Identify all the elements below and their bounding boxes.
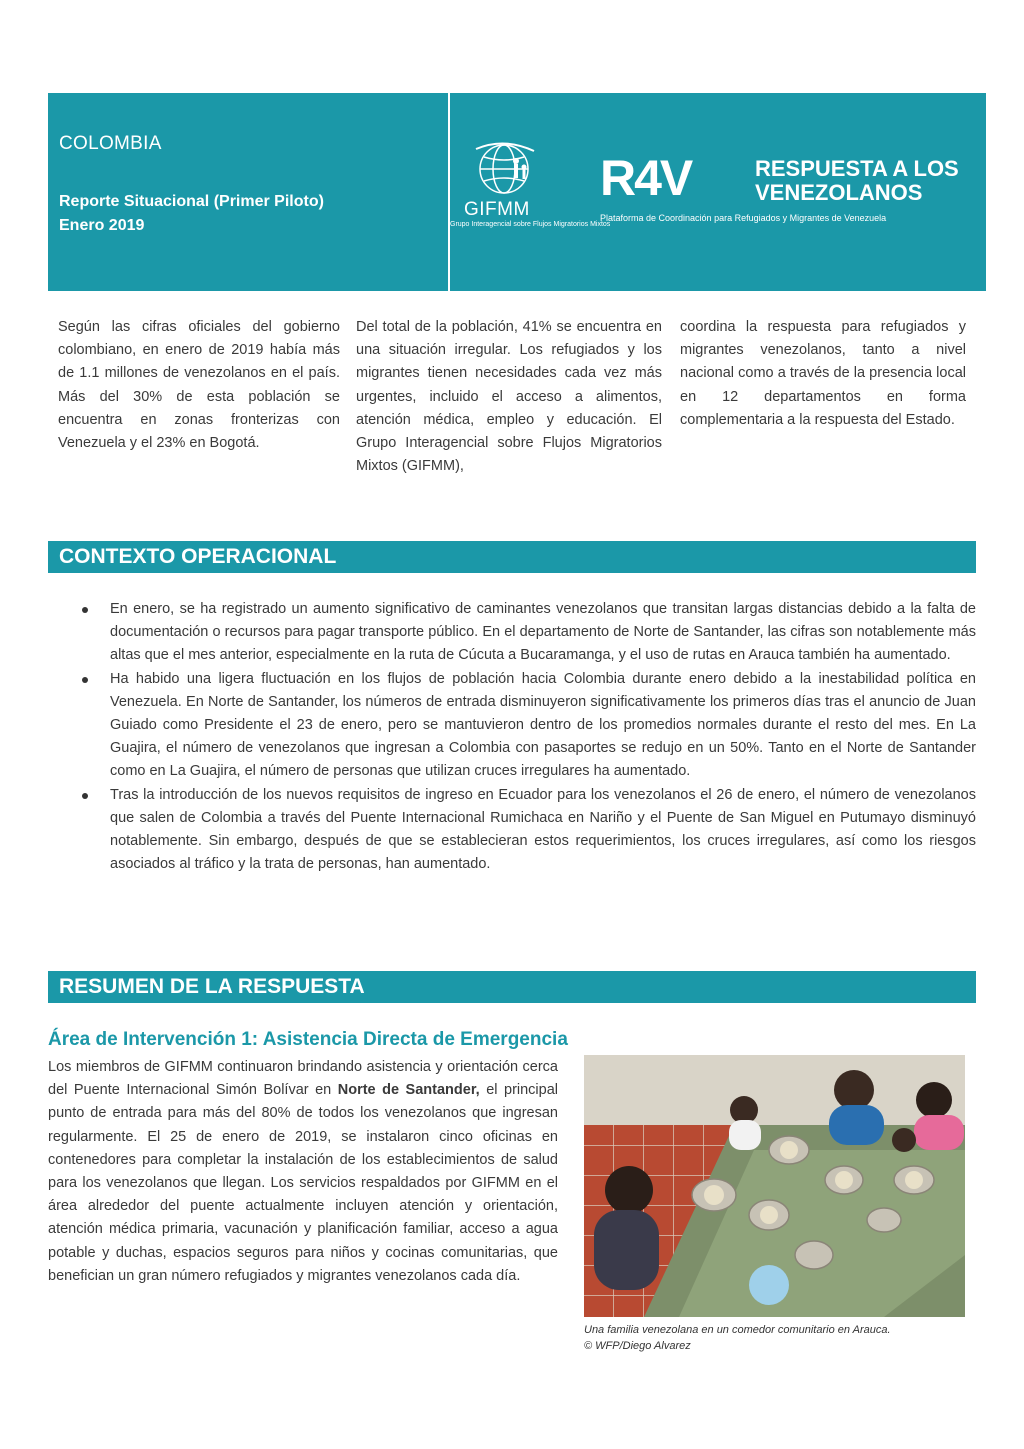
list-item [82,668,976,784]
area-1-text-b: el principal punto de entrada para más del 80% de todos los venezolanos que ingresan regularmente. El 25 de enero de 2019, se instalaron cinco oficinas en contenedores para completar la instalación de los establecimientos de salud para los venezolanos que llegan. Los servicios respaldados por GIFMM en el área alrededor del puente actualmente incluyen atención y orientación, atención médica primaria, vacunación y planificación familiar, acceso a agua potable y duchas, espacios seguros para niños y cocinas comunitarias, que benefician un gran número refugiados y migrantes venezolanos cada día. [48,1082,559,1284]
intro-column-1: Según las cifras oficiales del gobierno colombiano, en enero de 2019 había más de 1.1 millones de venezolanos en el país. Más del 30% de esta población se encuentra en zonas fronterizas con Venezuela y el 23% en Bogotá. [58,319,340,452]
bullet-text: Ha habido una ligera fluctuación en los flujos de población hacia Colombia durante enero debido a la inestabilidad política en Venezuela. En Norte de Santander, los números de entrada disminuyeron significativamente los primeros días tras el anuncio de Juan Guiado como Presidente el 23 de enero, pero se mantuvieron dentro de los promedios normales durante el resto del mes. En La Guajira, el número de venezolanos que ingresan a Colombia con pasaportes se redujo en un 50%. Tanto en el Norte de Santander como en La Guajira, el número de personas que utilizan cruces irregulares ha aumentado. [110,670,976,780]
r4v-subtitle: Plataforma de Coordinación para Refugiados y Migrantes de Venezuela [600,213,887,223]
gifmm-name: GIFMM [464,199,530,220]
report-header-banner [48,93,986,291]
bullet-icon [82,793,88,799]
report-date: Enero 2019 [59,217,145,234]
family-photo [584,1055,965,1317]
context-bullet-list [82,598,976,876]
intro-column-3: coordina la respuesta para refugiados y migrantes venezolanos, tanto a nivel nacional como a través de la presencia local en 12 departamentos en forma complementaria a la respuesta del Estado. [680,319,966,428]
r4v-title [755,157,959,205]
family-photo-image [584,1055,965,1317]
r4v-mark: R4V [600,150,692,206]
area-1-text [48,1056,558,1288]
section-heading-context: CONTEXTO OPERACIONAL [48,541,976,573]
r4v-title-line1: RESPUESTA A LOS [755,156,959,181]
r4v-title-line2: VENEZOLANOS [755,180,923,205]
bullet-text: Tras la introducción de los nuevos requisitos de ingreso en Ecuador para los venezolanos el 26 de enero, el número de venezolanos que salen de Colombia a través del Puente Internacional Rumichaca en Nariño y el Puente de San Miguel en Putumayo disminuyó notablemente. Sin embargo, después de que se establecieran estos requerimientos, los cruces irregulares, así como los riesgos asociados al tráfico y la trata de personas, han aumentado. [110,786,976,873]
bullet-icon [82,677,88,683]
gifmm-globe-icon [446,141,562,201]
area-1-text-a: Los miembros de GIFMM continuaron brindando asistencia y orientación cerca del Puente Internacional Simón Bolívar en [48,1059,558,1099]
area-1-text-bold: Norte de Santander, [337,1082,480,1099]
bullet-icon [82,607,88,613]
gifmm-logo [446,141,611,237]
photo-credit: © WFP/Diego Alvarez [584,1340,691,1352]
photo-caption-text: Una familia venezolana en un comedor comunitario en Arauca. [584,1324,891,1336]
gifmm-subtitle: Grupo Interagencial sobre Flujos Migratorios Mixtos [450,221,611,228]
area-1-title: Área de Intervención 1: Asistencia Directa de Emergencia [48,1029,568,1050]
section-heading-response: RESUMEN DE LA RESPUESTA [48,971,976,1003]
report-title: Reporte Situacional (Primer Piloto) [59,193,324,210]
report-title-block [59,190,324,238]
photo-caption [584,1322,974,1354]
list-item [82,784,976,877]
bullet-text: En enero, se ha registrado un aumento significativo de caminantes venezolanos que transitan largas distancias debido a la falta de documentación o recursos para pagar transporte público. En el departamento de Norte de Santander, las cifras son notablemente más altas que el mes anterior, especialmente en la ruta de Cúcuta a Bucaramanga, y el uso de rutas en Arauca también ha aumentado. [110,601,976,664]
intro-column-2: Del total de la población, 41% se encuentra en una situación irregular. Los refugiados y los migrantes tienen necesidades cada vez más urgentes, incluido el acceso a alimentos, atención médica, empleo y educación. El Grupo Interagencial sobre Flujos Migratorios Mixtos (GIFMM), [356,319,662,475]
r4v-logo [600,150,980,233]
country-label: COLOMBIA [59,133,162,154]
list-item [82,598,976,668]
